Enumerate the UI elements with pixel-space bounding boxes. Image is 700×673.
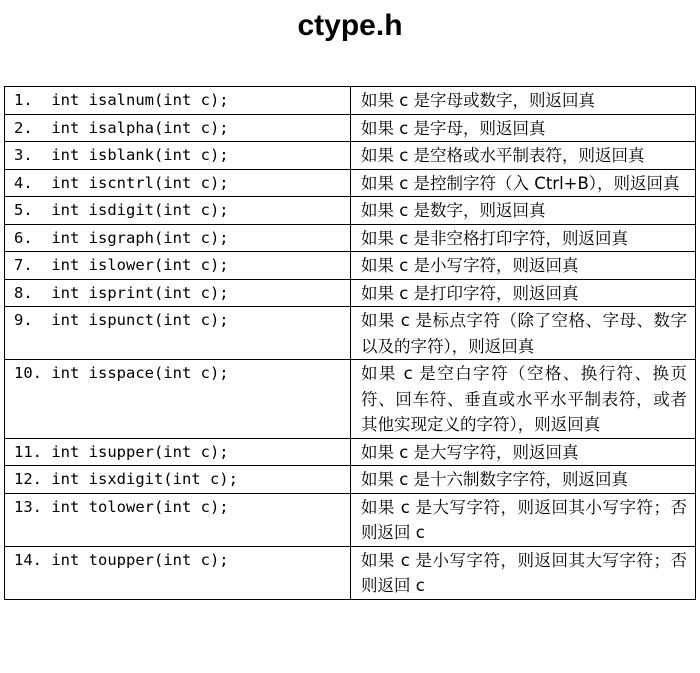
function-description: 如果 c 是标点字符（除了空格、字母、数字以及的字符），则返回真	[351, 307, 696, 360]
table-row	[5, 546, 696, 599]
table-row	[5, 360, 696, 439]
table-row	[5, 307, 696, 360]
function-description: 如果 c 是小写字符，则返回其大写字符；否则返回 c	[351, 546, 696, 599]
table-row	[5, 466, 696, 494]
table-row	[5, 142, 696, 170]
function-description: 如果 c 是空白字符（空格、换行符、换页符、回车符、垂直或水平水平制表符，或者其他实现定义的字符），则返回真	[351, 360, 696, 439]
function-description: 如果 c 是大写字符，则返回其小写字符；否则返回 c	[351, 493, 696, 546]
function-description: 如果 c 是控制字符（入 Ctrl+B），则返回真	[351, 169, 696, 197]
function-signature: 9. int ispunct(int c);	[5, 307, 351, 360]
table-row	[5, 252, 696, 280]
function-description: 如果 c 是十六制数字字符，则返回真	[351, 466, 696, 494]
function-signature: 8. int isprint(int c);	[5, 279, 351, 307]
function-table	[4, 86, 696, 600]
table-row	[5, 169, 696, 197]
table-row	[5, 87, 696, 115]
function-description: 如果 c 是字母或数字，则返回真	[351, 87, 696, 115]
function-description: 如果 c 是字母，则返回真	[351, 114, 696, 142]
function-description: 如果 c 是非空格打印字符，则返回真	[351, 224, 696, 252]
function-signature: 12. int isxdigit(int c);	[5, 466, 351, 494]
function-table-body	[5, 87, 696, 600]
table-row	[5, 114, 696, 142]
table-row	[5, 493, 696, 546]
table-row	[5, 438, 696, 466]
function-signature: 7. int islower(int c);	[5, 252, 351, 280]
page-title: ctype.h	[297, 9, 403, 42]
table-row	[5, 197, 696, 225]
table-row	[5, 279, 696, 307]
function-description: 如果 c 是小写字符，则返回真	[351, 252, 696, 280]
function-signature: 6. int isgraph(int c);	[5, 224, 351, 252]
function-signature: 10. int isspace(int c);	[5, 360, 351, 439]
function-description: 如果 c 是空格或水平制表符，则返回真	[351, 142, 696, 170]
function-signature: 3. int isblank(int c);	[5, 142, 351, 170]
function-signature: 1. int isalnum(int c);	[5, 87, 351, 115]
function-signature: 11. int isupper(int c);	[5, 438, 351, 466]
function-signature: 4. int iscntrl(int c);	[5, 169, 351, 197]
function-description: 如果 c 是数字，则返回真	[351, 197, 696, 225]
function-signature: 5. int isdigit(int c);	[5, 197, 351, 225]
table-row	[5, 224, 696, 252]
function-description: 如果 c 是打印字符，则返回真	[351, 279, 696, 307]
function-signature: 13. int tolower(int c);	[5, 493, 351, 546]
function-description: 如果 c 是大写字符，则返回真	[351, 438, 696, 466]
function-signature: 14. int toupper(int c);	[5, 546, 351, 599]
function-signature: 2. int isalpha(int c);	[5, 114, 351, 142]
